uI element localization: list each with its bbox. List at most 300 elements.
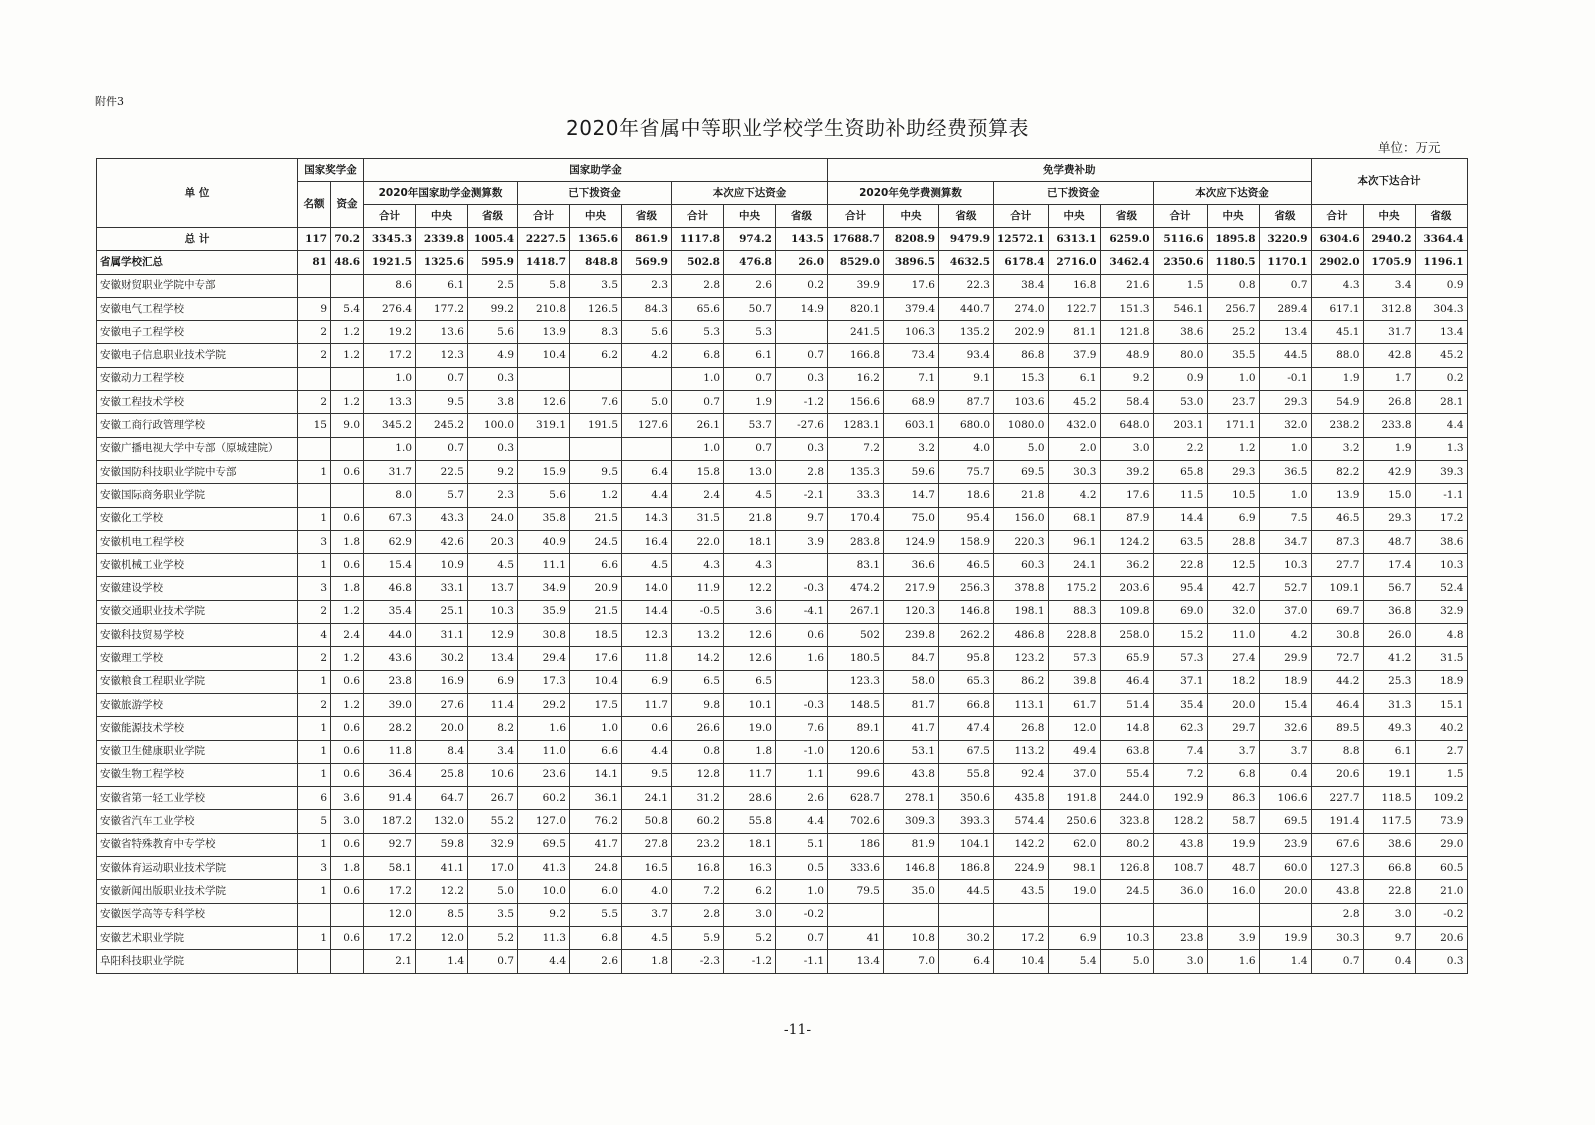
value-cell: 4.4: [622, 484, 672, 507]
value-cell: 72.7: [1311, 647, 1363, 670]
value-cell: 21.8: [994, 484, 1049, 507]
value-cell: 57.3: [1048, 647, 1100, 670]
value-cell: 12.3: [622, 624, 672, 647]
unit-name-cell: 安徽国际商务职业学院: [97, 484, 298, 507]
value-cell: 8.6: [364, 274, 416, 297]
value-cell: 6.0: [570, 880, 622, 903]
value-cell: -1.1: [776, 950, 828, 973]
value-cell: 1.9: [1311, 367, 1363, 390]
header-fund: 资金: [331, 182, 364, 228]
unit-name-cell: 安徽省特殊教育中专学校: [97, 833, 298, 856]
value-cell: 203.1: [1153, 414, 1207, 437]
value-cell: 19.9: [1207, 833, 1259, 856]
unit-label: 单位：万元: [1378, 140, 1441, 155]
value-cell: 3.2: [1311, 437, 1363, 460]
value-cell: 1.2: [331, 344, 364, 367]
value-cell: 109.1: [1311, 577, 1363, 600]
value-cell: 14.1: [570, 763, 622, 786]
value-cell: 40.2: [1415, 717, 1467, 740]
table-row: [97, 647, 1468, 670]
value-cell: 68.1: [1048, 507, 1100, 530]
header-scholarship: 国家奖学金: [298, 159, 364, 182]
value-cell: 0.8: [1207, 274, 1259, 297]
value-cell: 127.0: [518, 810, 570, 833]
value-cell: 12.0: [364, 903, 416, 926]
value-cell: 9.1: [939, 367, 994, 390]
value-cell: 4.3: [672, 554, 724, 577]
value-cell: 0.6: [331, 670, 364, 693]
value-cell: 435.8: [994, 787, 1049, 810]
value-cell: 91.4: [364, 787, 416, 810]
value-cell: 58.4: [1100, 391, 1153, 414]
value-cell: 135.2: [939, 321, 994, 344]
value-cell: [298, 950, 331, 973]
value-cell: 49.4: [1048, 740, 1100, 763]
value-cell: -1.1: [1415, 484, 1467, 507]
value-cell: 3.9: [776, 530, 828, 553]
value-cell: 238.2: [1311, 414, 1363, 437]
value-cell: -0.1: [1259, 367, 1311, 390]
value-cell: 109.8: [1100, 600, 1153, 623]
value-cell: 18.9: [1415, 670, 1467, 693]
value-cell: 0.3: [468, 367, 518, 390]
value-cell: 2.8: [672, 274, 724, 297]
value-cell: 7.4: [1153, 740, 1207, 763]
value-cell: 9.0: [331, 414, 364, 437]
value-cell: 87.9: [1100, 507, 1153, 530]
value-cell: 17.6: [570, 647, 622, 670]
value-cell: 3.0: [1100, 437, 1153, 460]
value-cell: 2.8: [776, 460, 828, 483]
unit-name-cell: 安徽能源技术学校: [97, 717, 298, 740]
value-cell: 10.8: [884, 926, 939, 949]
table-row: [97, 857, 1468, 880]
value-cell: 35.8: [518, 507, 570, 530]
value-cell: 0.9: [1415, 274, 1467, 297]
value-cell: 0.7: [724, 437, 776, 460]
value-cell: 9.5: [416, 391, 468, 414]
value-cell: 24.5: [570, 530, 622, 553]
value-cell: 45.1: [1311, 321, 1363, 344]
value-cell: 62.0: [1048, 833, 1100, 856]
value-cell: 3.8: [468, 391, 518, 414]
value-cell: 1.0: [1207, 367, 1259, 390]
value-cell: 5.0: [622, 391, 672, 414]
value-cell: 3.6: [724, 600, 776, 623]
value-cell: 217.9: [884, 577, 939, 600]
value-cell: 8.0: [364, 484, 416, 507]
value-cell: 0.7: [724, 367, 776, 390]
value-cell: 12572.1: [994, 228, 1049, 251]
header-province: 省级: [468, 205, 518, 228]
value-cell: 20.3: [468, 530, 518, 553]
value-cell: 26.8: [994, 717, 1049, 740]
value-cell: 29.0: [1415, 833, 1467, 856]
value-cell: [570, 367, 622, 390]
value-cell: 258.0: [1100, 624, 1153, 647]
value-cell: 83.1: [828, 554, 884, 577]
value-cell: 7.2: [672, 880, 724, 903]
value-cell: 228.8: [1048, 624, 1100, 647]
unit-name-cell: 安徽化工学校: [97, 507, 298, 530]
unit-name-cell: 安徽动力工程学校: [97, 367, 298, 390]
value-cell: 1.0: [672, 367, 724, 390]
value-cell: 7.2: [828, 437, 884, 460]
value-cell: 6.1: [416, 274, 468, 297]
value-cell: 48.7: [1207, 857, 1259, 880]
value-cell: 14.2: [672, 647, 724, 670]
value-cell: 0.7: [776, 926, 828, 949]
value-cell: 14.3: [622, 507, 672, 530]
value-cell: 62.3: [1153, 717, 1207, 740]
unit-name-cell: 总 计: [97, 228, 298, 251]
value-cell: 13.0: [724, 460, 776, 483]
value-cell: 186: [828, 833, 884, 856]
value-cell: 4: [298, 624, 331, 647]
value-cell: 10.9: [416, 554, 468, 577]
value-cell: 61.7: [1048, 693, 1100, 716]
unit-name-cell: 安徽医学高等专科学校: [97, 903, 298, 926]
value-cell: 29.3: [1207, 460, 1259, 483]
value-cell: 1.3: [1415, 437, 1467, 460]
value-cell: 1.8: [331, 577, 364, 600]
value-cell: 2: [298, 600, 331, 623]
value-cell: 6.9: [468, 670, 518, 693]
header-central: 中央: [884, 205, 939, 228]
value-cell: 35.9: [518, 600, 570, 623]
value-cell: 69.5: [994, 460, 1049, 483]
value-cell: 22.3: [939, 274, 994, 297]
value-cell: 1117.8: [672, 228, 724, 251]
value-cell: 5.0: [994, 437, 1049, 460]
value-cell: 49.3: [1363, 717, 1415, 740]
value-cell: 0.6: [331, 833, 364, 856]
value-cell: 92.4: [994, 763, 1049, 786]
value-cell: [1048, 903, 1100, 926]
value-cell: 53.7: [724, 414, 776, 437]
value-cell: 143.5: [776, 228, 828, 251]
value-cell: 42.6: [416, 530, 468, 553]
value-cell: 26.7: [468, 787, 518, 810]
value-cell: 55.2: [468, 810, 518, 833]
value-cell: 13.9: [1311, 484, 1363, 507]
value-cell: 5.4: [1048, 950, 1100, 973]
value-cell: [331, 367, 364, 390]
value-cell: 4.4: [518, 950, 570, 973]
value-cell: 1: [298, 833, 331, 856]
value-cell: 9479.9: [939, 228, 994, 251]
unit-name-cell: 安徽旅游学校: [97, 693, 298, 716]
value-cell: 14.9: [776, 297, 828, 320]
table-row: [97, 460, 1468, 483]
value-cell: 1196.1: [1415, 251, 1467, 274]
value-cell: 21.5: [570, 507, 622, 530]
value-cell: 135.3: [828, 460, 884, 483]
table-row: [97, 530, 1468, 553]
table-row: [97, 321, 1468, 344]
value-cell: 28.2: [364, 717, 416, 740]
header-province: 省级: [1259, 205, 1311, 228]
value-cell: 11.0: [1207, 624, 1259, 647]
value-cell: 45.2: [1048, 391, 1100, 414]
value-cell: 66.8: [1363, 857, 1415, 880]
value-cell: 6.8: [570, 926, 622, 949]
value-cell: 2940.2: [1363, 228, 1415, 251]
value-cell: 41.1: [416, 857, 468, 880]
value-cell: 28.8: [1207, 530, 1259, 553]
value-cell: 2.8: [1311, 903, 1363, 926]
value-cell: [828, 903, 884, 926]
header-central: 中央: [724, 205, 776, 228]
value-cell: 7.5: [1259, 507, 1311, 530]
value-cell: 0.6: [331, 554, 364, 577]
value-cell: 6.4: [622, 460, 672, 483]
value-cell: 14.4: [1153, 507, 1207, 530]
value-cell: [776, 321, 828, 344]
value-cell: 5.8: [518, 274, 570, 297]
value-cell: 4.5: [468, 554, 518, 577]
value-cell: 25.8: [416, 763, 468, 786]
value-cell: [331, 903, 364, 926]
value-cell: 59.8: [416, 833, 468, 856]
value-cell: 0.2: [1415, 367, 1467, 390]
value-cell: 5.0: [468, 880, 518, 903]
value-cell: 38.6: [1363, 833, 1415, 856]
value-cell: 1895.8: [1207, 228, 1259, 251]
value-cell: 41.3: [518, 857, 570, 880]
value-cell: 100.0: [468, 414, 518, 437]
table-row: [97, 903, 1468, 926]
value-cell: 106.6: [1259, 787, 1311, 810]
table-row: [97, 437, 1468, 460]
value-cell: 41.7: [884, 717, 939, 740]
value-cell: 3220.9: [1259, 228, 1311, 251]
value-cell: 3.4: [1363, 274, 1415, 297]
value-cell: 118.5: [1363, 787, 1415, 810]
value-cell: 170.4: [828, 507, 884, 530]
value-cell: 25.3: [1363, 670, 1415, 693]
value-cell: 9.2: [468, 460, 518, 483]
value-cell: 8.3: [570, 321, 622, 344]
value-cell: 43.3: [416, 507, 468, 530]
value-cell: 132.0: [416, 810, 468, 833]
value-cell: 680.0: [939, 414, 994, 437]
value-cell: 148.5: [828, 693, 884, 716]
table-row: [97, 740, 1468, 763]
value-cell: 13.4: [828, 950, 884, 973]
value-cell: 65.9: [1100, 647, 1153, 670]
value-cell: 8529.0: [828, 251, 884, 274]
budget-table: [96, 158, 1468, 974]
value-cell: 345.2: [364, 414, 416, 437]
value-cell: 2.6: [776, 787, 828, 810]
value-cell: 171.1: [1207, 414, 1259, 437]
value-cell: 203.6: [1100, 577, 1153, 600]
value-cell: 13.9: [518, 321, 570, 344]
value-cell: 120.3: [884, 600, 939, 623]
value-cell: 1.2: [1207, 437, 1259, 460]
table-row: [97, 926, 1468, 949]
value-cell: 0.6: [331, 460, 364, 483]
value-cell: 79.5: [828, 880, 884, 903]
value-cell: 2: [298, 693, 331, 716]
table-row: [97, 600, 1468, 623]
value-cell: 16.4: [622, 530, 672, 553]
value-cell: 2339.8: [416, 228, 468, 251]
value-cell: 36.2: [1100, 554, 1153, 577]
value-cell: 60.2: [672, 810, 724, 833]
value-cell: 36.5: [1259, 460, 1311, 483]
value-cell: 3.0: [331, 810, 364, 833]
value-cell: 3.7: [622, 903, 672, 926]
value-cell: 1.9: [724, 391, 776, 414]
value-cell: 5.5: [570, 903, 622, 926]
value-cell: 2902.0: [1311, 251, 1363, 274]
value-cell: 27.7: [1311, 554, 1363, 577]
value-cell: 309.3: [884, 810, 939, 833]
value-cell: 4.5: [622, 554, 672, 577]
value-cell: 38.4: [994, 274, 1049, 297]
value-cell: 1: [298, 507, 331, 530]
value-cell: 3.5: [570, 274, 622, 297]
value-cell: 69.5: [1259, 810, 1311, 833]
value-cell: [1153, 903, 1207, 926]
value-cell: 15: [298, 414, 331, 437]
value-cell: 31.7: [364, 460, 416, 483]
value-cell: [776, 554, 828, 577]
value-cell: 31.1: [416, 624, 468, 647]
value-cell: 10.0: [518, 880, 570, 903]
header-tuition-allocated: 已下拨资金: [994, 182, 1154, 205]
value-cell: 378.8: [994, 577, 1049, 600]
value-cell: 48.7: [1363, 530, 1415, 553]
value-cell: 17.2: [364, 880, 416, 903]
value-cell: 80.0: [1153, 344, 1207, 367]
value-cell: 95.4: [939, 507, 994, 530]
value-cell: 0.6: [331, 880, 364, 903]
value-cell: 2: [298, 321, 331, 344]
value-cell: -0.3: [776, 693, 828, 716]
value-cell: 574.4: [994, 810, 1049, 833]
value-cell: [331, 950, 364, 973]
unit-name-cell: 安徽艺术职业学院: [97, 926, 298, 949]
value-cell: 63.5: [1153, 530, 1207, 553]
value-cell: 23.2: [672, 833, 724, 856]
value-cell: 21.0: [1415, 880, 1467, 903]
value-cell: 34.9: [518, 577, 570, 600]
unit-name-cell: 安徽省第一轻工业学校: [97, 787, 298, 810]
value-cell: 3: [298, 577, 331, 600]
value-cell: 8.4: [416, 740, 468, 763]
value-cell: 1: [298, 926, 331, 949]
value-cell: 180.5: [828, 647, 884, 670]
header-total-issue: 本次下达合计: [1311, 159, 1467, 205]
value-cell: 2.2: [1153, 437, 1207, 460]
value-cell: 13.4: [468, 647, 518, 670]
value-cell: 80.2: [1100, 833, 1153, 856]
value-cell: 86.3: [1207, 787, 1259, 810]
value-cell: 65.6: [672, 297, 724, 320]
table-row: [97, 810, 1468, 833]
value-cell: 10.3: [1100, 926, 1153, 949]
value-cell: 37.1: [1153, 670, 1207, 693]
value-cell: 1.4: [1259, 950, 1311, 973]
value-cell: 6313.1: [1048, 228, 1100, 251]
value-cell: 17688.7: [828, 228, 884, 251]
value-cell: 4.4: [1415, 414, 1467, 437]
value-cell: 87.7: [939, 391, 994, 414]
value-cell: 81.1: [1048, 321, 1100, 344]
value-cell: 9.2: [1100, 367, 1153, 390]
value-cell: 11.8: [622, 647, 672, 670]
value-cell: 12.6: [724, 624, 776, 647]
value-cell: 820.1: [828, 297, 884, 320]
unit-name-cell: 阜阳科技职业学院: [97, 950, 298, 973]
value-cell: 12.8: [672, 763, 724, 786]
value-cell: 10.3: [1259, 554, 1311, 577]
value-cell: 10.3: [468, 600, 518, 623]
value-cell: 1.8: [724, 740, 776, 763]
value-cell: 32.9: [468, 833, 518, 856]
value-cell: 974.2: [724, 228, 776, 251]
value-cell: 120.6: [828, 740, 884, 763]
value-cell: 8208.9: [884, 228, 939, 251]
value-cell: 202.9: [994, 321, 1049, 344]
value-cell: 88.0: [1311, 344, 1363, 367]
value-cell: 256.3: [939, 577, 994, 600]
header-central: 中央: [416, 205, 468, 228]
value-cell: 36.6: [884, 554, 939, 577]
table-row: [97, 367, 1468, 390]
value-cell: 39.0: [364, 693, 416, 716]
value-cell: 39.2: [1100, 460, 1153, 483]
value-cell: 250.6: [1048, 810, 1100, 833]
value-cell: 6.1: [724, 344, 776, 367]
value-cell: 67.6: [1311, 833, 1363, 856]
table-row: [97, 274, 1468, 297]
value-cell: 0.5: [776, 857, 828, 880]
table-row: [97, 297, 1468, 320]
value-cell: 262.2: [939, 624, 994, 647]
value-cell: 46.8: [364, 577, 416, 600]
value-cell: 16.3: [724, 857, 776, 880]
header-province: 省级: [1415, 205, 1467, 228]
value-cell: 702.6: [828, 810, 884, 833]
value-cell: 22.8: [1153, 554, 1207, 577]
value-cell: 5116.6: [1153, 228, 1207, 251]
value-cell: 56.7: [1363, 577, 1415, 600]
value-cell: -0.2: [776, 903, 828, 926]
value-cell: 319.1: [518, 414, 570, 437]
value-cell: [994, 903, 1049, 926]
value-cell: 13.2: [672, 624, 724, 647]
value-cell: 108.7: [1153, 857, 1207, 880]
value-cell: [518, 437, 570, 460]
value-cell: 29.7: [1207, 717, 1259, 740]
value-cell: -4.1: [776, 600, 828, 623]
value-cell: 57.3: [1153, 647, 1207, 670]
value-cell: 210.8: [518, 297, 570, 320]
value-cell: 24.0: [468, 507, 518, 530]
header-province: 省级: [1100, 205, 1153, 228]
value-cell: 283.8: [828, 530, 884, 553]
value-cell: 26.8: [1363, 391, 1415, 414]
value-cell: 25.2: [1207, 321, 1259, 344]
value-cell: 9.7: [776, 507, 828, 530]
value-cell: 32.9: [1415, 600, 1467, 623]
value-cell: 20.0: [416, 717, 468, 740]
value-cell: 2716.0: [1048, 251, 1100, 274]
